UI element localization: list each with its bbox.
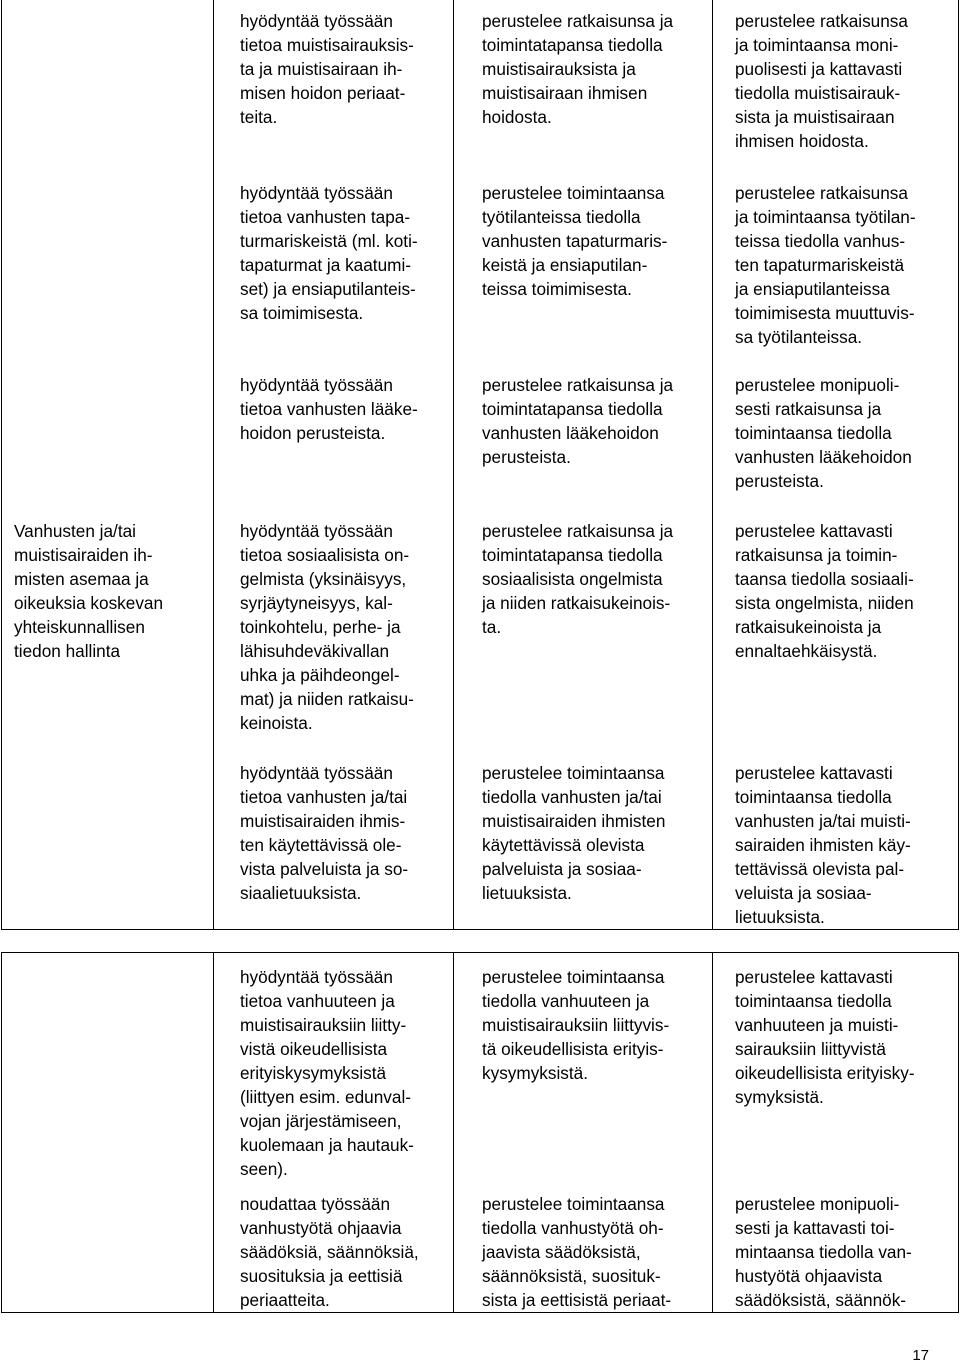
criteria-cell-excellent: perustelee kattavasti ratkaisunsa ja toimin- taansa tiedolla sosiaali- sista ongelmista, niiden ratkaisukeinoista ja ennaltaehkäisystä.: [713, 502, 959, 744]
topic-cell: [2, 356, 214, 502]
criteria-cell-excellent: perustelee monipuoli- sesti ratkaisunsa ja toimintaansa tiedolla vanhusten lääkehoidon perusteista.: [713, 356, 959, 502]
criteria-cell-satisfactory: hyödyntää työssään tietoa sosiaalisista on- gelmista (yksinäisyys, syrjäytyneisyys, kal- toinkohtelu, perhe- ja lähisuhdeväkivallan uhka ja päihdeongel- mat) ja niiden ratkaisu- keinoista.: [214, 502, 454, 744]
criteria-cell-good: perustelee toimintaansa tiedolla vanhusten ja/tai muistisairaiden ihmisten käytettävissä olevista palveluista ja sosiaa- lietuuksista.: [454, 744, 713, 930]
criteria-cell-satisfactory: hyödyntää työssään tietoa muistisairauksis- ta ja muistisairaan ih- misen hoidon periaat- teita.: [214, 0, 454, 164]
criteria-cell-satisfactory: hyödyntää työssään tietoa vanhusten tapa- turmariskeistä (ml. koti- tapaturmat ja kaatumi- set) ja ensiaputilanteis- sa toimimisesta.: [214, 164, 454, 356]
table-row: [2, 164, 959, 356]
table-row: [2, 502, 959, 744]
table-row: [2, 744, 959, 930]
table-row: [2, 356, 959, 502]
criteria-cell-satisfactory: hyödyntää työssään tietoa vanhuuteen ja muistisairauksiin liitty- vistä oikeudellisista erityiskysymyksistä (liittyen esim. edunval- vojan järjestämiseen, kuolemaan ja hautauk- seen).: [214, 953, 454, 1182]
table-row: [2, 0, 959, 164]
criteria-cell-excellent: perustelee ratkaisunsa ja toimintaansa työtilan- teissa tiedolla vanhus- ten tapaturmariskeistä ja ensiaputilanteissa toimimisesta muuttuvis- sa työtilanteissa.: [713, 164, 959, 356]
topic-cell: [2, 164, 214, 356]
topic-cell: [2, 0, 214, 164]
table-row: [2, 1182, 959, 1313]
criteria-cell-satisfactory: hyödyntää työssään tietoa vanhusten ja/tai muistisairaiden ihmis- ten käytettävissä ole- vista palveluista ja so- siaalietuuksista.: [214, 744, 454, 930]
criteria-table-top: [1, 0, 959, 930]
criteria-cell-good: perustelee ratkaisunsa ja toimintatapansa tiedolla sosiaalisista ongelmista ja niiden ratkaisukeinois- ta.: [454, 502, 713, 744]
criteria-cell-excellent: perustelee kattavasti toimintaansa tiedolla vanhusten ja/tai muisti- sairaiden ihmisten käy- tettävissä olevista pal- veluista ja sosiaa- lietuuksista.: [713, 744, 959, 930]
criteria-cell-good: perustelee ratkaisunsa ja toimintatapansa tiedolla vanhusten lääkehoidon perusteista.: [454, 356, 713, 502]
criteria-cell-satisfactory: hyödyntää työssään tietoa vanhusten lääke- hoidon perusteista.: [214, 356, 454, 502]
criteria-cell-good: perustelee toimintaansa tiedolla vanhustyötä oh- jaavista säädöksistä, säännöksistä, suosituk- sista ja eettisistä periaat-: [454, 1182, 713, 1313]
topic-cell: [2, 1182, 214, 1313]
criteria-cell-good: perustelee toimintaansa tiedolla vanhuuteen ja muistisairauksiin liittyvis- tä oikeudellisista erityis- kysymyksistä.: [454, 953, 713, 1182]
table-row: [2, 953, 959, 1182]
criteria-cell-satisfactory: noudattaa työssään vanhustyötä ohjaavia säädöksiä, säännöksiä, suosituksia ja eettisiä periaatteita.: [214, 1182, 454, 1313]
topic-cell: [2, 744, 214, 930]
criteria-cell-excellent: perustelee ratkaisunsa ja toimintaansa moni- puolisesti ja kattavasti tiedolla muistisairauk- sista ja muistisairaan ihmisen hoidosta.: [713, 0, 959, 164]
criteria-table-bottom: [1, 952, 959, 1313]
criteria-cell-excellent: perustelee kattavasti toimintaansa tiedolla vanhuuteen ja muisti- sairauksiin liittyvistä oikeudellisista erityisky- symyksistä.: [735, 967, 915, 1107]
criteria-cell-excellent: perustelee monipuoli- sesti ja kattavasti toi- mintaansa tiedolla van- hustyötä ohjaavista säädöksistä, säännök-: [735, 1193, 912, 1310]
criteria-cell-good: perustelee toimintaansa työtilanteissa tiedolla vanhusten tapaturmaris- keistä ja ensiaputilan- teissa toimimisesta.: [454, 164, 713, 356]
topic-cell: Vanhusten ja/tai muistisairaiden ih- misten asemaa ja oikeuksia koskevan yhteiskunnallisen tiedon hallinta: [2, 502, 214, 744]
page-number: 17: [912, 1347, 929, 1364]
criteria-cell-good: perustelee ratkaisunsa ja toimintatapansa tiedolla muistisairauksista ja muistisairaan ihmisen hoidosta.: [454, 0, 713, 164]
topic-cell: [2, 953, 214, 1182]
